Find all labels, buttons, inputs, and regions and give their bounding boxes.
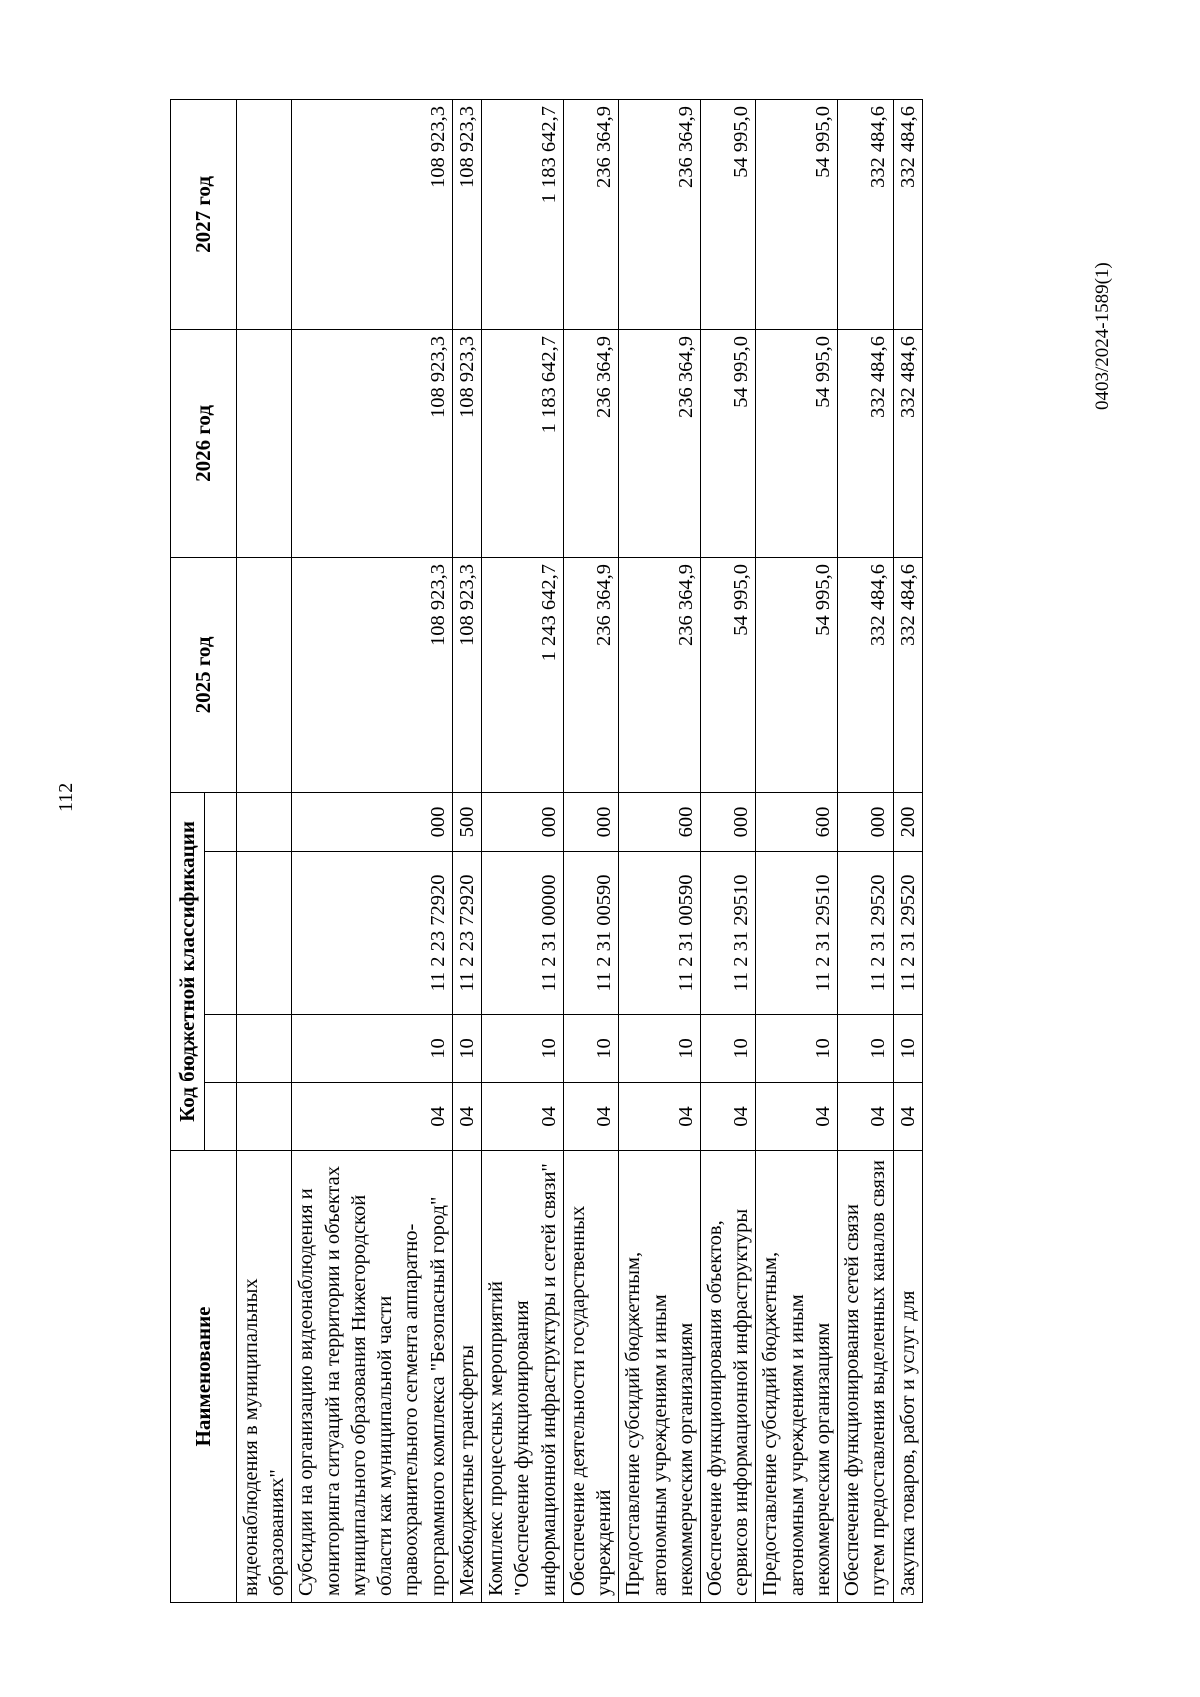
table-row bbox=[838, 99, 893, 1602]
cell-v2026: 236 364,9 bbox=[563, 329, 618, 557]
cell-c4: 000 bbox=[482, 792, 564, 851]
cell-name: Обеспечение функционирования объектов, сервисов информационной инфраструктуры bbox=[700, 1151, 755, 1603]
cell-c4: 600 bbox=[619, 792, 701, 851]
cell-v2027: 236 364,9 bbox=[563, 99, 618, 329]
cell-c1: 04 bbox=[838, 1083, 893, 1151]
cell-c4: 200 bbox=[893, 792, 922, 851]
cell-v2025: 236 364,9 bbox=[563, 557, 618, 792]
cell-v2025: 1 243 642,7 bbox=[482, 557, 564, 792]
cell-c2: 10 bbox=[482, 1015, 564, 1083]
cell-c3: 11 2 31 29520 bbox=[893, 852, 922, 1015]
cell-c1: 04 bbox=[482, 1083, 564, 1151]
cell-v2025: 332 484,6 bbox=[838, 557, 893, 792]
cell-c4: 000 bbox=[292, 792, 452, 851]
table-row bbox=[619, 99, 701, 1602]
cell-v2026: 54 995,0 bbox=[700, 329, 755, 557]
cell-v2027: 108 923,3 bbox=[452, 99, 481, 329]
cell-c4: 600 bbox=[756, 792, 838, 851]
cell-c3: 11 2 31 00590 bbox=[619, 852, 701, 1015]
cell-c3: 11 2 31 29520 bbox=[838, 852, 893, 1015]
header-blank-cell bbox=[205, 1015, 237, 1083]
cell-c1: 04 bbox=[893, 1083, 922, 1151]
cell-v2027: 108 923,3 bbox=[292, 99, 452, 329]
cell-c1 bbox=[237, 1083, 292, 1151]
cell-c3: 11 2 31 29510 bbox=[700, 852, 755, 1015]
table-row bbox=[893, 99, 922, 1602]
cell-v2026: 332 484,6 bbox=[893, 329, 922, 557]
cell-name: Предоставление субсидий бюджетным, автономным учреждениям и иным некоммерческим организациям bbox=[756, 1151, 838, 1603]
header-blank-cell bbox=[205, 792, 237, 851]
cell-v2027 bbox=[237, 99, 292, 329]
header-name: Наименование bbox=[171, 1151, 237, 1603]
cell-c3 bbox=[237, 852, 292, 1015]
table-row bbox=[756, 99, 838, 1602]
budget-table bbox=[170, 99, 923, 1603]
cell-v2027: 54 995,0 bbox=[756, 99, 838, 329]
cell-v2026 bbox=[237, 329, 292, 557]
table-header-row bbox=[171, 99, 205, 1602]
header-2026: 2026 год bbox=[171, 329, 237, 557]
header-2025: 2025 год bbox=[171, 557, 237, 792]
cell-v2027: 54 995,0 bbox=[700, 99, 755, 329]
cell-name: Закупка товаров, работ и услуг для bbox=[893, 1151, 922, 1603]
cell-v2025: 108 923,3 bbox=[452, 557, 481, 792]
cell-v2026: 108 923,3 bbox=[292, 329, 452, 557]
cell-c2: 10 bbox=[838, 1015, 893, 1083]
cell-c2: 10 bbox=[756, 1015, 838, 1083]
cell-c4: 000 bbox=[700, 792, 755, 851]
cell-v2025: 236 364,9 bbox=[619, 557, 701, 792]
cell-v2026: 54 995,0 bbox=[756, 329, 838, 557]
cell-name: Обеспечение деятельности государственных учреждений bbox=[563, 1151, 618, 1603]
cell-v2026: 236 364,9 bbox=[619, 329, 701, 557]
cell-c3: 11 2 31 29510 bbox=[756, 852, 838, 1015]
cell-v2026: 332 484,6 bbox=[838, 329, 893, 557]
cell-c1: 04 bbox=[756, 1083, 838, 1151]
cell-c1: 04 bbox=[292, 1083, 452, 1151]
table-row bbox=[563, 99, 618, 1602]
table-row bbox=[452, 99, 481, 1602]
cell-c2: 10 bbox=[292, 1015, 452, 1083]
cell-c3: 11 2 23 72920 bbox=[292, 852, 452, 1015]
cell-name: видеонаблюдения в муниципальных образованиях" bbox=[237, 1151, 292, 1603]
document-code: 0403/2024-1589(1) bbox=[1092, 262, 1113, 410]
cell-c2: 10 bbox=[700, 1015, 755, 1083]
cell-c3: 11 2 23 72920 bbox=[452, 852, 481, 1015]
cell-c1: 04 bbox=[700, 1083, 755, 1151]
cell-v2026: 1 183 642,7 bbox=[482, 329, 564, 557]
cell-v2027: 332 484,6 bbox=[893, 99, 922, 329]
cell-name: Межбюджетные трансферты bbox=[452, 1151, 481, 1603]
cell-name: Комплекс процессных мероприятий "Обеспечение функционирования информационной инфраструктуры и сетей связи" bbox=[482, 1151, 564, 1603]
cell-c4: 500 bbox=[452, 792, 481, 851]
cell-c2: 10 bbox=[893, 1015, 922, 1083]
cell-c4: 000 bbox=[563, 792, 618, 851]
cell-v2025: 332 484,6 bbox=[893, 557, 922, 792]
cell-name: Субсидии на организацию видеонаблюдения и мониторинга ситуаций на территории и объектах муниципального образования Нижегородской области как муниципальной части правоохранительного сегмента аппаратно-программного комплекса "Безопасный город" bbox=[292, 1151, 452, 1603]
cell-v2025: 108 923,3 bbox=[292, 557, 452, 792]
header-blank-cell bbox=[205, 1083, 237, 1151]
cell-c1: 04 bbox=[563, 1083, 618, 1151]
budget-table-container bbox=[170, 100, 1041, 1603]
cell-c1: 04 bbox=[619, 1083, 701, 1151]
cell-c3: 11 2 31 00590 bbox=[563, 852, 618, 1015]
cell-c4: 000 bbox=[838, 792, 893, 851]
header-2027: 2027 год bbox=[171, 99, 237, 329]
cell-c4 bbox=[237, 792, 292, 851]
cell-c2 bbox=[237, 1015, 292, 1083]
cell-c2: 10 bbox=[619, 1015, 701, 1083]
table-row bbox=[482, 99, 564, 1602]
header-code-group: Код бюджетной классификации bbox=[171, 792, 205, 1150]
cell-v2026: 108 923,3 bbox=[452, 329, 481, 557]
table-row bbox=[700, 99, 755, 1602]
cell-c3: 11 2 31 00000 bbox=[482, 852, 564, 1015]
header-blank-cell bbox=[205, 852, 237, 1015]
page-number: 112 bbox=[55, 782, 77, 812]
cell-v2027: 1 183 642,7 bbox=[482, 99, 564, 329]
cell-name: Предоставление субсидий бюджетным, автономным учреждениям и иным некоммерческим организациям bbox=[619, 1151, 701, 1603]
cell-v2027: 332 484,6 bbox=[838, 99, 893, 329]
cell-v2027: 236 364,9 bbox=[619, 99, 701, 329]
cell-c2: 10 bbox=[452, 1015, 481, 1083]
cell-c1: 04 bbox=[452, 1083, 481, 1151]
table-row bbox=[292, 99, 452, 1602]
table-row bbox=[237, 99, 292, 1602]
cell-v2025: 54 995,0 bbox=[700, 557, 755, 792]
cell-c2: 10 bbox=[563, 1015, 618, 1083]
table-body bbox=[237, 99, 923, 1602]
cell-name: Обеспечение функционирования сетей связи путем предоставления выделенных каналов связи bbox=[838, 1151, 893, 1603]
cell-v2025: 54 995,0 bbox=[756, 557, 838, 792]
cell-v2025 bbox=[237, 557, 292, 792]
